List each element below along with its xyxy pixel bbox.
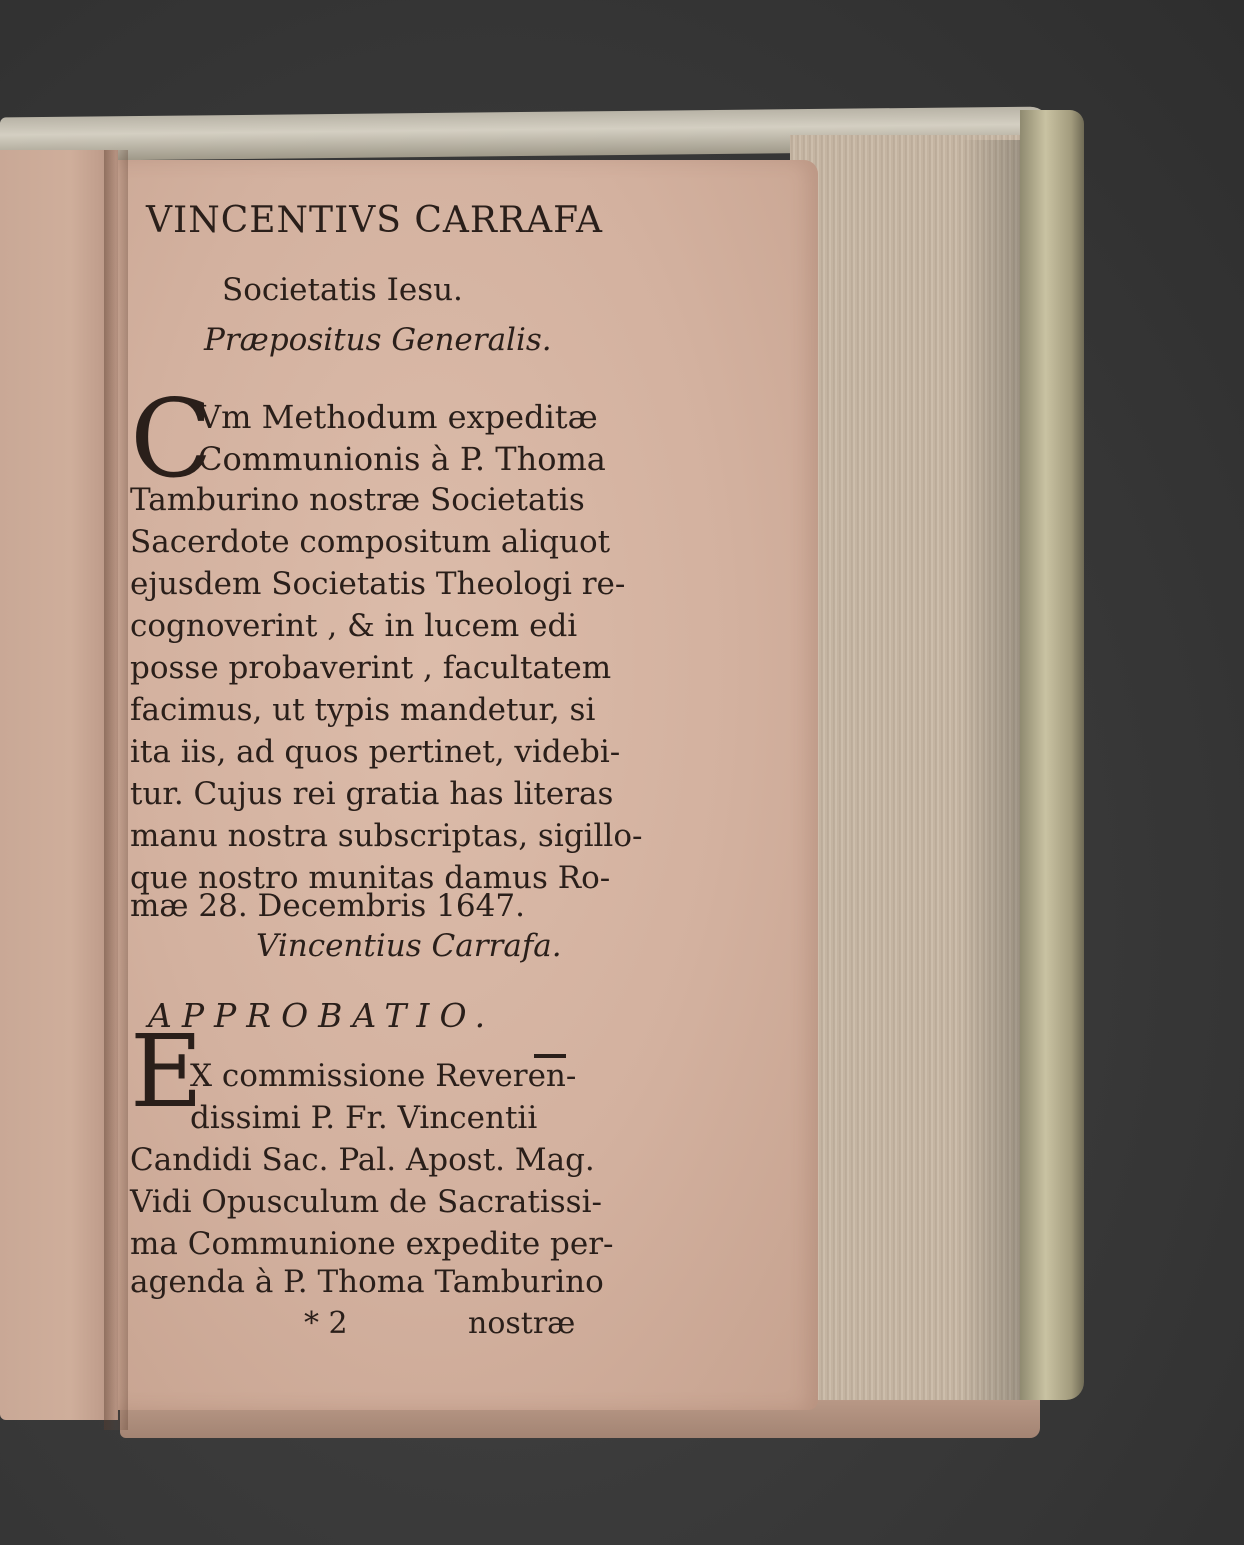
letter-line: Sacerdote compositum aliquot [130, 524, 611, 560]
letter-line: cognoverint , & in lucem edi [130, 608, 578, 644]
letter-signature: Vincentius Carrafa. [256, 928, 562, 964]
approbatio-line: ma Communione expedite per- [130, 1226, 614, 1262]
approbatio-heading: APPROBATIO. [148, 996, 496, 1035]
letter-line: ejusdem Societatis Theologi re- [130, 566, 626, 602]
signature-mark: * 2 [304, 1306, 348, 1341]
book-cover [1020, 110, 1084, 1400]
letter-line: que nostro munitas damus Ro- [130, 860, 611, 896]
left-page [0, 150, 118, 1420]
letter-dropcap: C [130, 377, 213, 502]
approbatio-line: Candidi Sac. Pal. Apost. Mag. [130, 1142, 595, 1178]
letter-line: Vm Methodum expeditæ [198, 398, 598, 436]
letter-line: posse probaverint , facultatem [130, 650, 612, 686]
letter-line: mæ 28. Decembris 1647. [130, 888, 525, 924]
approbatio-line: Vidi Opusculum de Sacratissi- [130, 1184, 602, 1220]
letter-line: Communionis à P. Thoma [198, 440, 606, 478]
approbatio-line: X commissione Reveren- [190, 1058, 577, 1094]
letter-line: manu nostra subscriptas, sigillo- [130, 818, 643, 854]
letter-line: facimus, ut typis mandetur, si [130, 692, 596, 728]
letter-line: ita iis, ad quos pertinet, videbi- [130, 734, 621, 770]
approbatio-dropcap: E [130, 1013, 203, 1130]
gutter [104, 150, 128, 1430]
approbatio-line: dissimi P. Fr. Vincentii [190, 1100, 538, 1136]
catchword: nostræ [468, 1306, 576, 1341]
letter-line: Tamburino nostræ Societatis [130, 482, 585, 518]
letter-line: tur. Cujus rei gratia has literas [130, 776, 614, 812]
approbatio-line: agenda à P. Thoma Tamburino [130, 1264, 604, 1300]
page-role: Præpositus Generalis. [204, 322, 552, 358]
page-subheading: Societatis Iesu. [222, 272, 463, 308]
page-heading: VINCENTIVS CARRAFA [146, 200, 603, 241]
